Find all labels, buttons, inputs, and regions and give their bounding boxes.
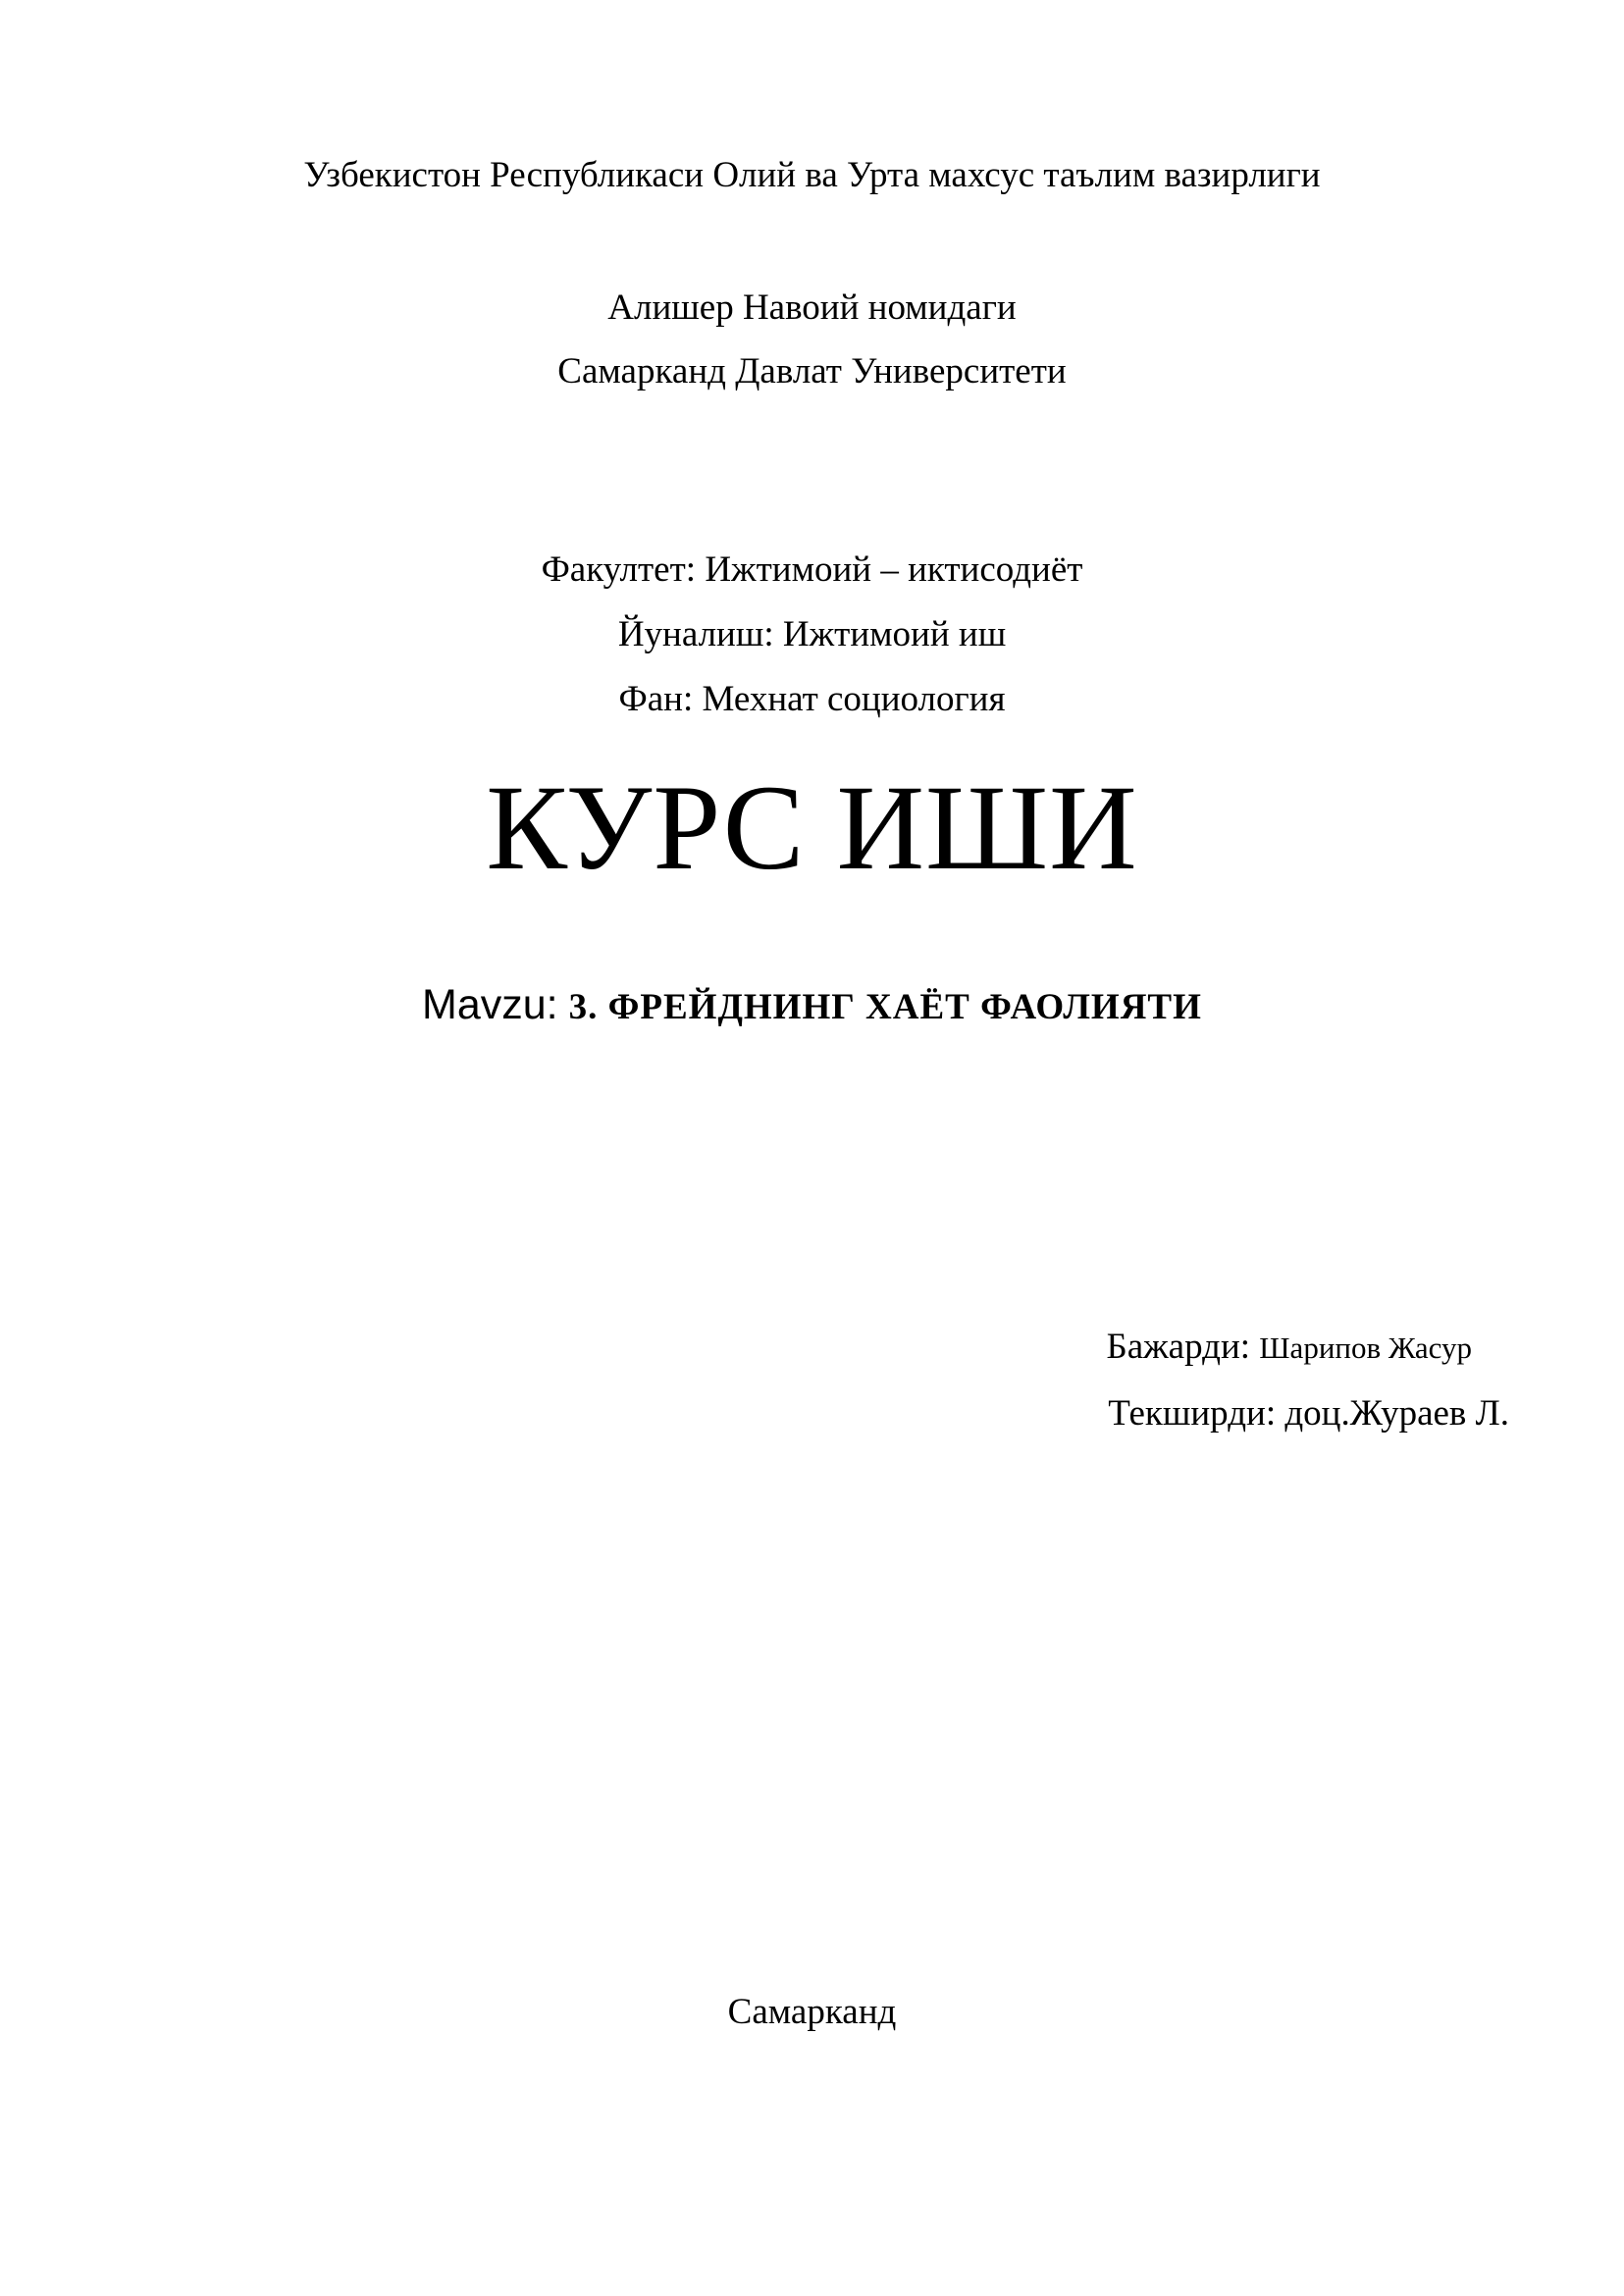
topic-line — [422, 983, 1403, 1026]
subject-line — [0, 681, 1624, 717]
topic-value: 3. ФРЕЙДНИНГ ХАЁТ ФАОЛИЯТИ — [568, 987, 1202, 1027]
faculty-label: Факултет: — [541, 549, 697, 590]
faculty-line — [0, 551, 1624, 588]
performed-by-value: Шарипов Жасур — [1259, 1331, 1472, 1365]
direction-line — [0, 616, 1624, 652]
checked-by-value: доц.Жураев Л. — [1284, 1393, 1509, 1434]
university-name-line-1: Алишер Навоий номидаги — [607, 287, 1017, 328]
performed-by-label: Бажарди: — [1106, 1327, 1251, 1367]
ministry-name: Узбекистон Республикаси Олий ва Урта махсус таълим вазирлиги — [303, 155, 1321, 195]
topic-label: Mavzu: — [422, 981, 558, 1028]
checked-by-line — [1108, 1395, 1509, 1432]
document-title: КУРС ИШИ — [486, 760, 1138, 895]
faculty-value: Ижтимоий – иктисодиёт — [705, 549, 1083, 590]
subject-value: Мехнат социология — [702, 679, 1006, 719]
city: Самарканд — [727, 1992, 897, 2032]
subject-label: Фан: — [618, 679, 694, 719]
direction-label: Йуналиш: — [617, 614, 774, 654]
checked-by-label: Текширди: — [1108, 1393, 1277, 1434]
performed-by-line — [1106, 1329, 1472, 1365]
direction-value: Ижтимоий иш — [782, 614, 1007, 654]
university-name-line-2: Самарканд Давлат Университети — [557, 351, 1067, 391]
